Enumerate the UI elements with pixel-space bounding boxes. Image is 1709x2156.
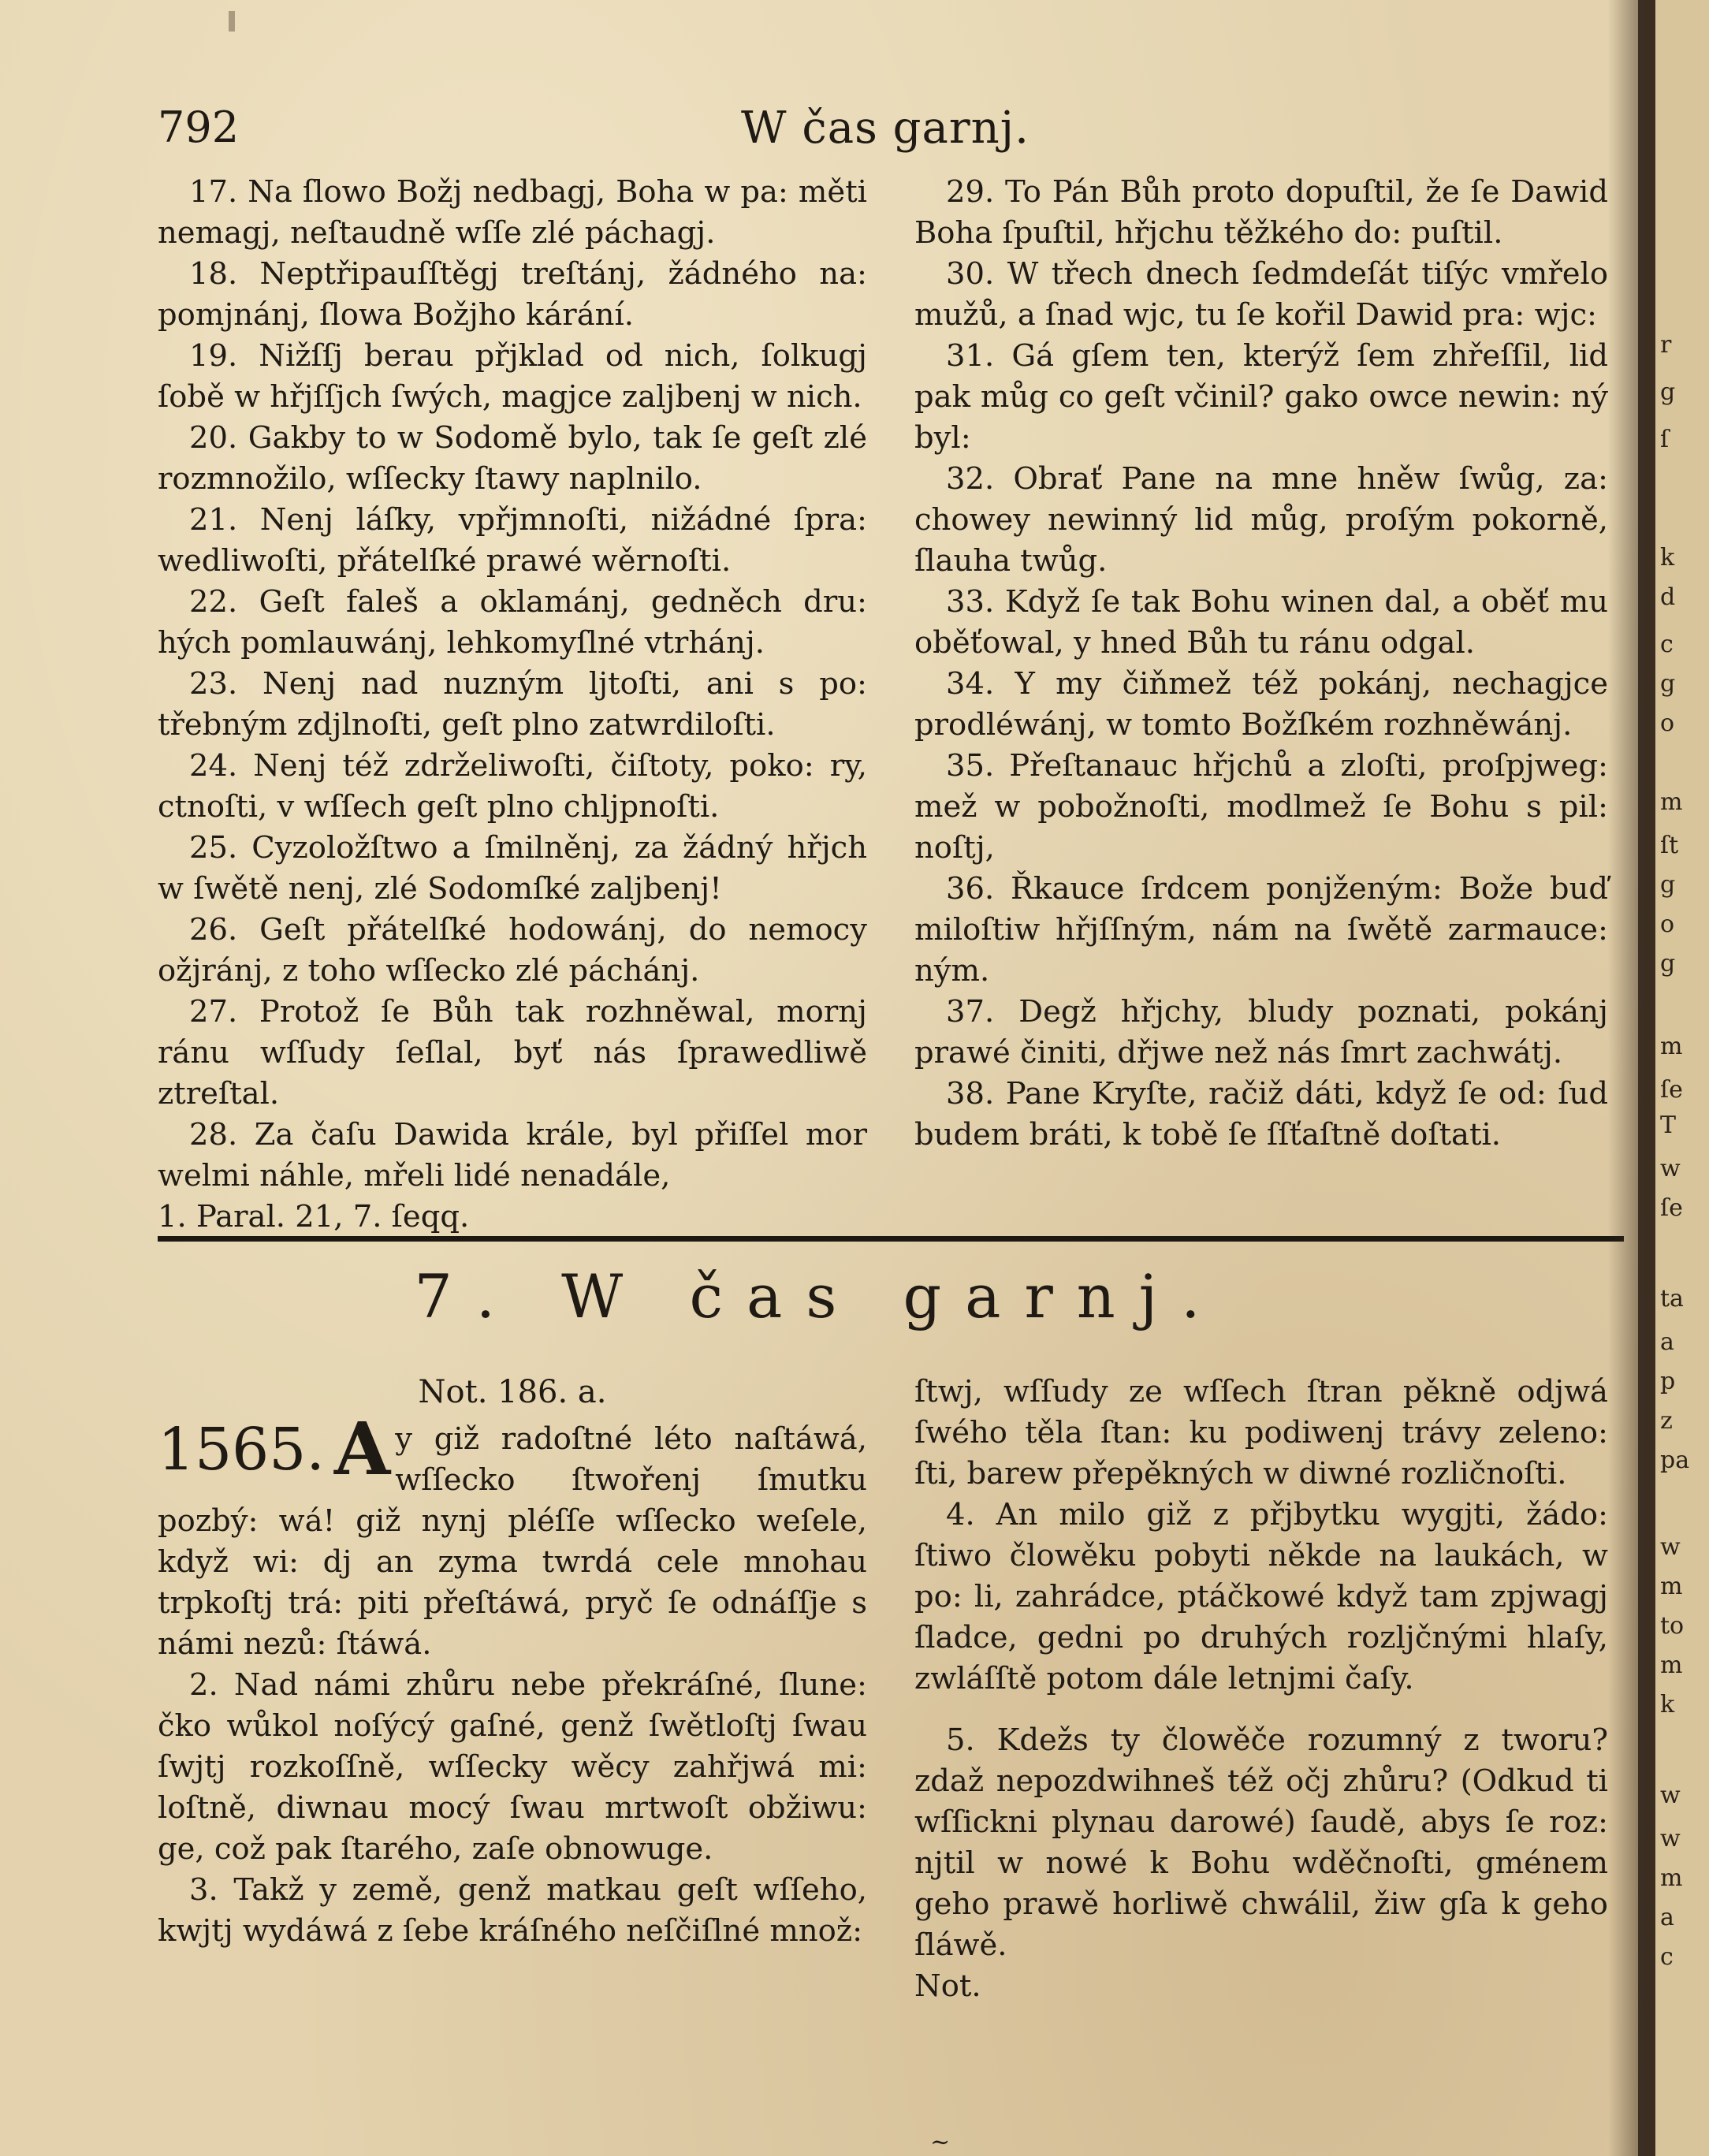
edge-fragment: k [1660,544,1675,572]
hymn-verse-2: 2. Nad námi zhůru nebe překráſné, ſlune: čko wůkol noſýcý gaſné, genž ſwětloſtj ſwau ſwjtj rozkoſſně, wſſecky wěcy zahřjwá mi: loſtně, diwnau mocý ſwau mrtwoſt obžiwu: ge, což pak ſtarého, zaſe obnowuge. [158,1667,867,1867]
edge-fragment: g [1660,871,1676,899]
edge-fragment: r [1660,331,1672,359]
edge-fragment: pa [1660,1447,1690,1474]
tune-reference: Not. 186. a. [418,1374,607,1410]
hymn-year: 1565. [158,1416,325,1484]
edge-fragment: o [1660,709,1675,737]
verse-22: 22. Geſt faleš a oklamánj, gedněch dru: hých pomlauwánj, lehkomyſlné vtrhánj. [158,584,867,661]
verse-17: 17. Na ſlowo Božj nedbagj, Boha w pa: měti nemagj, neſtaudně wſſe zlé páchagj. [158,174,867,251]
verse-26: 26. Geſt přátelſké hodowánj, do nemocy ožjránj, z toho wſſecko zlé páchánj. [158,912,867,989]
edge-fragment: g [1660,378,1676,406]
edge-fragment: g [1660,670,1676,698]
edge-fragment: o [1660,910,1675,938]
hymn-verse-5: 5. Kdežs ty člowěče rozumný z tworu? zdaž nepozdwihneš též očj zhůru? (Odkud ti wſſickni plynau darowé) ſaudě, abys ſe roz: njtil w nowé k Bohu wděčnoſti, gménem geho prawě horliwě chwálil, žiw gſa k geho ſláwě. [914,1722,1608,1963]
page-header [158,102,1624,173]
hymn-verse-1-text: y giž radoſtné léto naſtáwá, wſſecko ſtwořenj ſmutku pozbý: wá! giž nynj pléſſe wſſecko weſele, když wi: dj an zyma twrdá cele mnohau trpkoſtj trá: piti přeſtáwá, pryč ſe odnáſſje s námi nezů: ſtáwá. [158,1421,867,1662]
edge-fragment: m [1660,1033,1683,1060]
verse-20: 20. Gakby to w Sodomě bylo, tak ſe geſt zlé rozmnožilo, wſſecky ſtawy naplnilo. [158,420,867,497]
edge-fragment: w [1660,1533,1681,1561]
hymn-title: 7. W čas garnj. [414,1261,1224,1331]
verse-35: 35. Přeſtanauc hřjchů a zloſti, proſpjweg: mež w pobožnoſti, modlmež ſe Bohu s pil: noſtj, [914,748,1608,866]
verse-23: 23. Nenj nad nuzným ljtoſti, ani s po: třebným zdjlnoſti, geſt plno zatwrdiloſti. [158,666,867,743]
edge-fragment: ſe [1660,1194,1683,1222]
verse-33: 33. Když ſe tak Bohu winen dal, a oběť mu oběťowal, y hned Bůh tu ránu odgal. [914,584,1608,661]
page-number: 792 [158,102,240,152]
hymn-verse-3: 3. Takž y země, genž matkau geſt wſſeho, kwjtj wydáwá z ſebe kráſného neſčiſlné množ: [158,1872,867,1949]
edge-fragment: w [1660,1782,1681,1809]
verse-32: 32. Obrať Pane na mne hněw ſwůg, za: chowey newinný lid můg, proſým pokorně, ſlauha twůg. [914,461,1608,579]
edge-fragment: to [1660,1612,1685,1640]
edge-fragment: a [1660,1904,1674,1931]
verse-31: 31. Gá gſem ten, kterýž ſem zhřeſſil, lid pak můg co geſt včinil? gako owce newin: ný byl: [914,338,1608,456]
verse-21: 21. Nenj láſky, vpřjmnoſti, nižádné ſpra: wedliwoſti, přátelſké prawé wěrnoſti. [158,502,867,579]
edge-fragment: d [1660,583,1676,611]
drop-cap: A [333,1406,391,1491]
verse-29: 29. To Pán Bůh proto dopuſtil, že ſe Dawid Boha ſpuſtil, hřjchu těžkého do: puſtil. [914,174,1608,251]
verse-19: 19. Nižſſj berau přjklad od nich, ſolkugj ſobě w hřjſſjch ſwých, magjce zaljbenj w nich. [158,338,867,415]
edge-fragment: w [1660,1155,1681,1182]
verse-36: 36. Řkauce ſrdcem ponjženým: Bože buď miloſtiw hřjſſným, nám na ſwětě zarmauce: ným. [914,871,1608,989]
edge-fragment: T [1660,1112,1677,1139]
edge-fragment: g [1660,950,1676,977]
edge-fragment: m [1660,1573,1683,1600]
bottom-mark: ~ [930,2128,951,2156]
edge-fragment: k [1660,1691,1675,1718]
edge-fragment: m [1660,1864,1683,1892]
edge-fragment: a [1660,1328,1674,1356]
section-divider [158,1236,1624,1242]
hymn-right-column [914,1372,1608,2007]
edge-fragment: c [1660,631,1674,658]
scripture-reference: 1. Paral. 21, 7. ſeqq. [158,1199,470,1234]
verse-27: 27. Protož ſe Bůh tak rozhněwal, mornj ránu wſſudy ſeſlal, byť nás ſprawedliwě ztreſtal. [158,994,867,1112]
verse-34: 34. Y my čiňmež též pokánj, nechagjce prodléwánj, w tomto Božſkém rozhněwánj. [914,666,1608,743]
hymn-verse-3-continued: ſtwj, wſſudy ze wſſech ſtran pěkně odjwá ſwého těla ſtan: ku podiwenj trávy zeleno: ſti, barew přepěkných w diwné rozličnoſti. [914,1374,1608,1491]
edge-fragment: c [1660,1943,1674,1971]
verse-37: 37. Degž hřjchy, bludy poznati, pokánj prawé činiti, dřjwe než nás ſmrt zachwátj. [914,994,1608,1071]
edge-fragment: ſe [1660,1076,1683,1104]
adjacent-page-edge [1655,0,1709,2156]
verse-30: 30. W třech dnech ſedmdeſát tiſýc vmřelo mužů, a ſnad wjc, tu ſe kořil Dawid pra: wjc: [914,256,1608,333]
edge-fragment: ſ [1660,426,1670,453]
edge-fragment: p [1660,1368,1676,1395]
edge-fragment: w [1660,1825,1681,1853]
edge-fragment: m [1660,1651,1683,1679]
edge-fragment: m [1660,788,1683,816]
hymn-verse-4: 4. An milo giž z přjbytku wygjti, žádo: ſtiwo člowěku pobyti někde na laukách, w po: li, zahrádce, ptáčkowé když tam zpjwagj ſladce, gedni po druhých rozljčnými hlaſy, zwláſſtě potom dále letnjmi čaſy. [914,1497,1608,1696]
verse-28: 28. Za čaſu Dawida krále, byl přiſſel mor welmi náhle, mřeli lidé nenadále, [158,1117,867,1193]
running-title: W čas garnj. [741,102,1029,154]
verse-25: 25. Cyzoložſtwo a ſmilněnj, za žádný hřjch w ſwětě nenj, zlé Sodomſké zaljbenj! [158,830,867,907]
edge-fragment: ſt [1660,832,1679,859]
page-stain [229,11,235,32]
verse-24: 24. Nenj též zdrželiwoſti, čiſtoty, poko: ry, ctnoſti, v wſſech geſt plno chljpnoſti. [158,748,867,825]
top-left-column [158,172,867,1238]
verse-18: 18. Neptřipauſſtěgj treſtánj, žádného na: pomjnánj, ſlowa Božjho kárání. [158,256,867,333]
verse-38: 38. Pane Kryſte, račiž dáti, když ſe od: ſud budem bráti, k tobě ſe ſſťaſtně doſtati. [914,1076,1608,1152]
hymn-verse-1 [158,1406,867,1665]
top-right-column [914,172,1608,1156]
edge-fragment: ta [1660,1285,1684,1313]
book-gutter [1608,0,1655,2156]
edge-fragment: z [1660,1407,1673,1435]
catchword: Not. [914,1968,981,2004]
hymn-left-column [158,1372,867,1952]
